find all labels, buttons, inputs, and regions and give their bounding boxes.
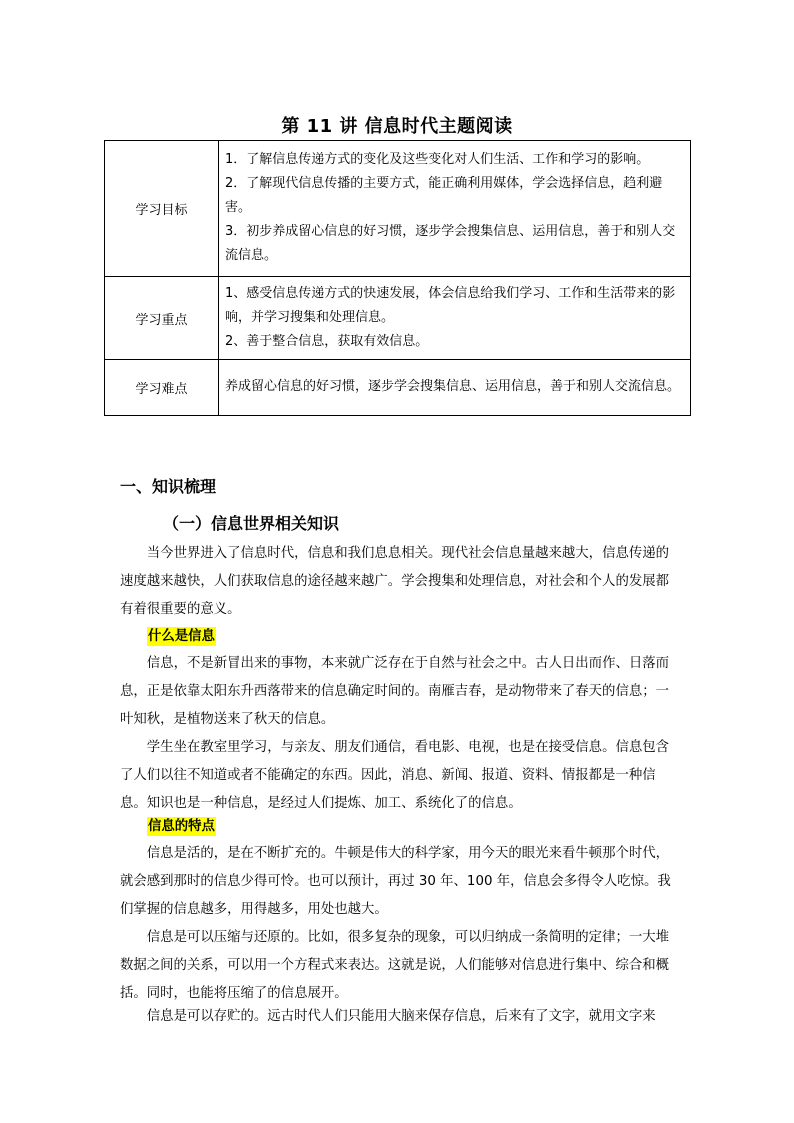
body-paragraph: 信息是可以存贮的。远古时代人们只能用大脑来保存信息，后来有了文字，就用文字来 [146, 1009, 656, 1024]
subsection-heading: （一）信息世界相关知识 [163, 514, 340, 533]
row-content [219, 360, 691, 416]
body-paragraph: 学生坐在教室里学习，与亲友、朋友们通信，看电影、电视，也是在接受信息。信息包含了人们以往不知道或者不能确定的东西。因此，消息、新闻、报道、资料、情报都是一种信息。知识也是一种信息，是经过人们提炼、加工、系统化了的信息。 [120, 740, 670, 811]
content-line: 1．了解信息传递方式的变化及这些变化对人们生活、工作和学习的影响。 [225, 152, 650, 167]
table-row [105, 277, 691, 360]
intro-paragraph: 当今世界进入了信息时代，信息和我们息息相关。现代社会信息量越来越大，信息传递的速度越来越快，人们获取信息的途径越来越广。学会搜集和处理信息，对社会和个人的发展都有着很重要的意义。 [120, 546, 670, 617]
what-is-info-heading: 什么是信息 [148, 629, 215, 644]
learning-goals-table [104, 140, 691, 416]
row-label: 学习目标 [105, 141, 219, 277]
page-title: 第 11 讲 信息时代主题阅读 [281, 116, 513, 137]
info-traits-heading: 信息的特点 [148, 819, 215, 834]
row-content [219, 141, 691, 277]
body-paragraph: 信息是活的，是在不断扩充的。牛顿是伟大的科学家，用今天的眼光来看牛顿那个时代，就会感到那时的信息少得可怜。也可以预计，再过 30 年、100 年，信息会多得令人吃惊。我们掌握的信息越多，用得越多，用处也越大。 [120, 846, 671, 917]
row-content [219, 277, 691, 360]
content-line: 1、感受信息传递方式的快速发展，体会信息给我们学习、工作和生活带来的影响，并学习搜集和处理信息。 [225, 285, 676, 325]
content-line: 3．初步养成留心信息的好习惯，逐步学会搜集信息、运用信息，善于和别人交流信息。 [225, 224, 676, 263]
row-label: 学习重点 [105, 277, 219, 360]
table-row [105, 360, 691, 416]
content-line: 2．了解现代信息传播的主要方式，能正确利用媒体，学会选择信息，趋利避害。 [225, 176, 663, 215]
table-row [105, 141, 691, 277]
row-label: 学习难点 [105, 360, 219, 416]
section-heading: 一、知识梳理 [120, 477, 217, 496]
content-line: 养成留心信息的好习惯，逐步学会搜集信息、运用信息，善于和别人交流信息。 [225, 379, 681, 394]
body-paragraph: 信息是可以压缩与还原的。比如，很多复杂的现象，可以归纳成一条简明的定律；一大堆数据之间的关系，可以用一个方程式来表达。这就是说，人们能够对信息进行集中、综合和概括。同时，也能将压缩了的信息展开。 [120, 930, 670, 1001]
content-line: 2、善于整合信息，获取有效信息。 [225, 333, 429, 349]
body-paragraph: 信息，不是新冒出来的事物，本来就广泛存在于自然与社会之中。古人日出而作、日落而息，正是依靠太阳东升西落带来的信息确定时间的。南雁吉春，是动物带来了春天的信息；一叶知秋，是植物送来了秋天的信息。 [120, 656, 670, 727]
